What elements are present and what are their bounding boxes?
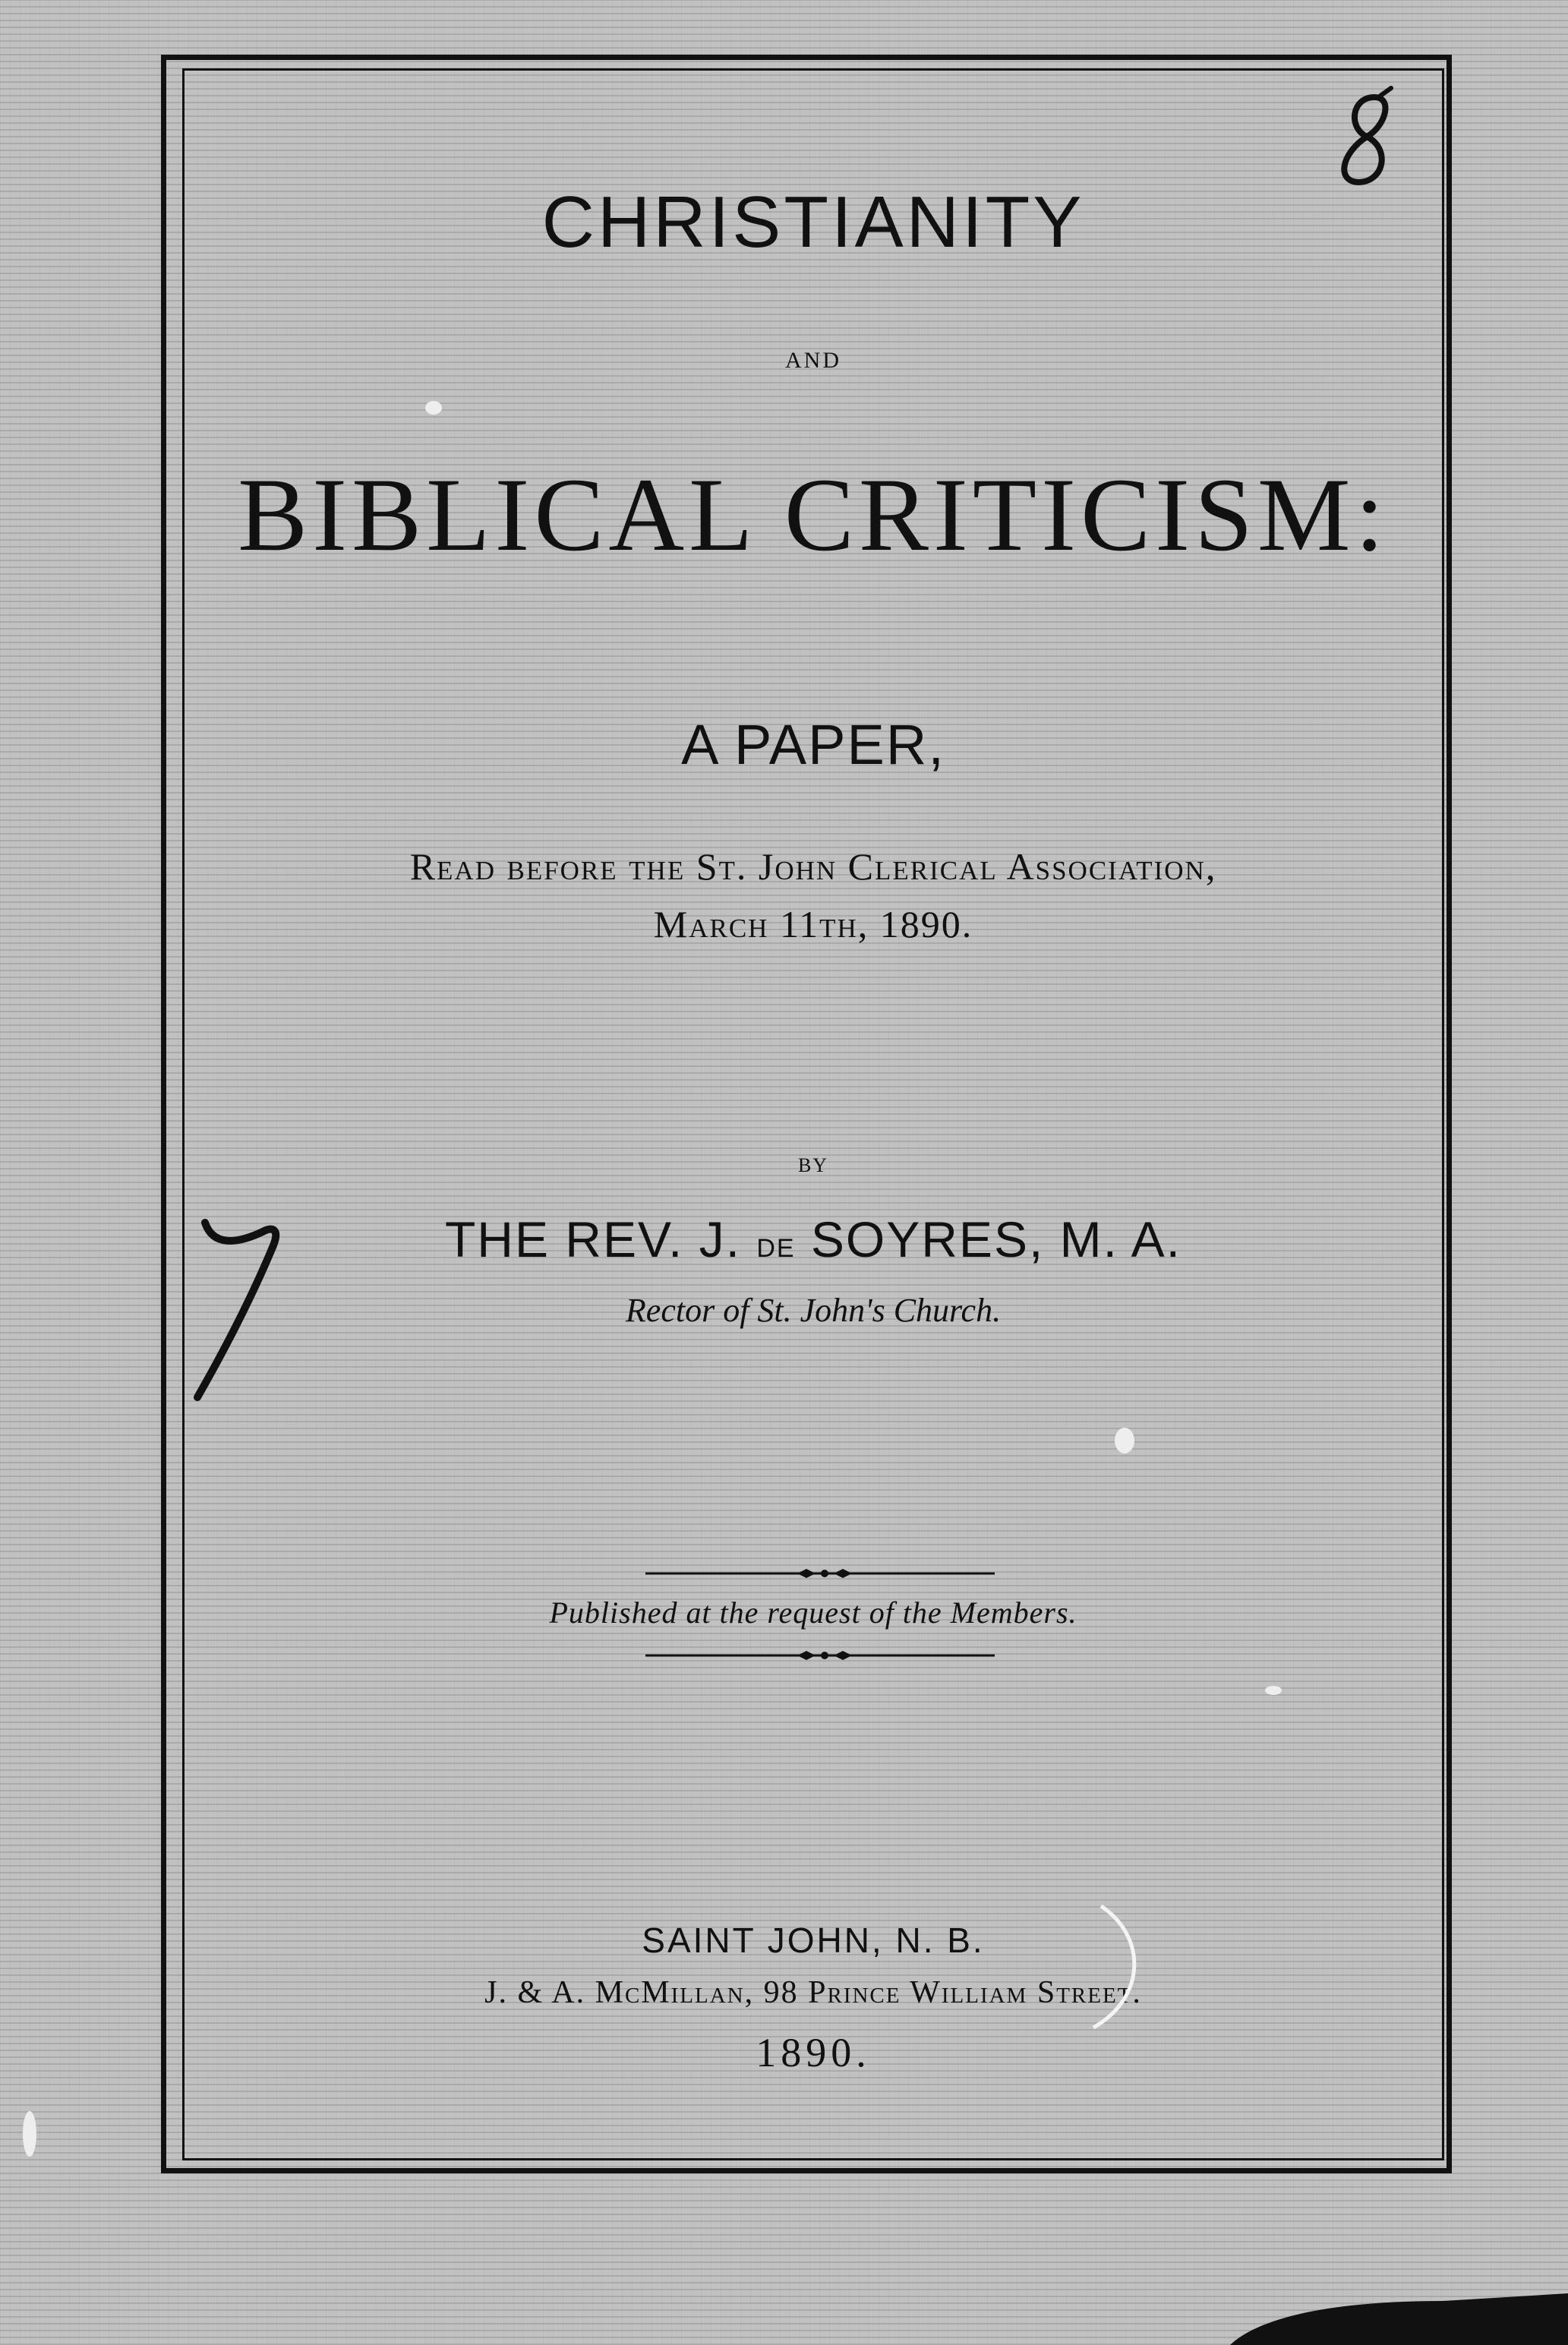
- ornamental-rule-top: [645, 1564, 995, 1583]
- paper-speck: [23, 2111, 36, 2157]
- paper-crease-mark: [1063, 1898, 1169, 2035]
- author-name: [182, 1210, 1444, 1268]
- imprint-place: SAINT JOHN, N. B.: [642, 1921, 985, 1960]
- paper-speck: [1265, 1686, 1282, 1695]
- paper-speck: [1115, 1428, 1134, 1453]
- read-line-2: March 11th, 1890.: [653, 903, 973, 945]
- published-note: Published at the request of the Members.: [549, 1595, 1077, 1630]
- handwritten-number-7: [182, 1200, 304, 1412]
- imprint-publisher: J. & A. McMillan, 98 Prince William Street.: [484, 1975, 1142, 2010]
- corner-shadow: [1215, 2278, 1568, 2345]
- title-conjunction: AND: [785, 348, 841, 373]
- title-line-2: BIBLICAL CRITICISM:: [238, 456, 1389, 573]
- imprint-year: 1890.: [756, 2030, 871, 2075]
- author-prefix: THE REV. J.: [444, 1211, 757, 1267]
- handwritten-number-8: [1321, 82, 1412, 196]
- author-particle: de: [756, 1225, 796, 1265]
- inner-border: [182, 68, 1444, 2160]
- subtitle: A PAPER,: [681, 713, 945, 776]
- ornamental-rule-bottom: [645, 1646, 995, 1665]
- author-role: Rector of St. John's Church.: [625, 1292, 1002, 1329]
- title-line-1: CHRISTIANITY: [541, 181, 1085, 263]
- author-surname: SOYRES, M. A.: [795, 1211, 1182, 1267]
- paper-speck: [425, 401, 442, 415]
- by-label: BY: [797, 1154, 829, 1176]
- read-line-1: Read before the St. John Clerical Association,: [409, 845, 1217, 888]
